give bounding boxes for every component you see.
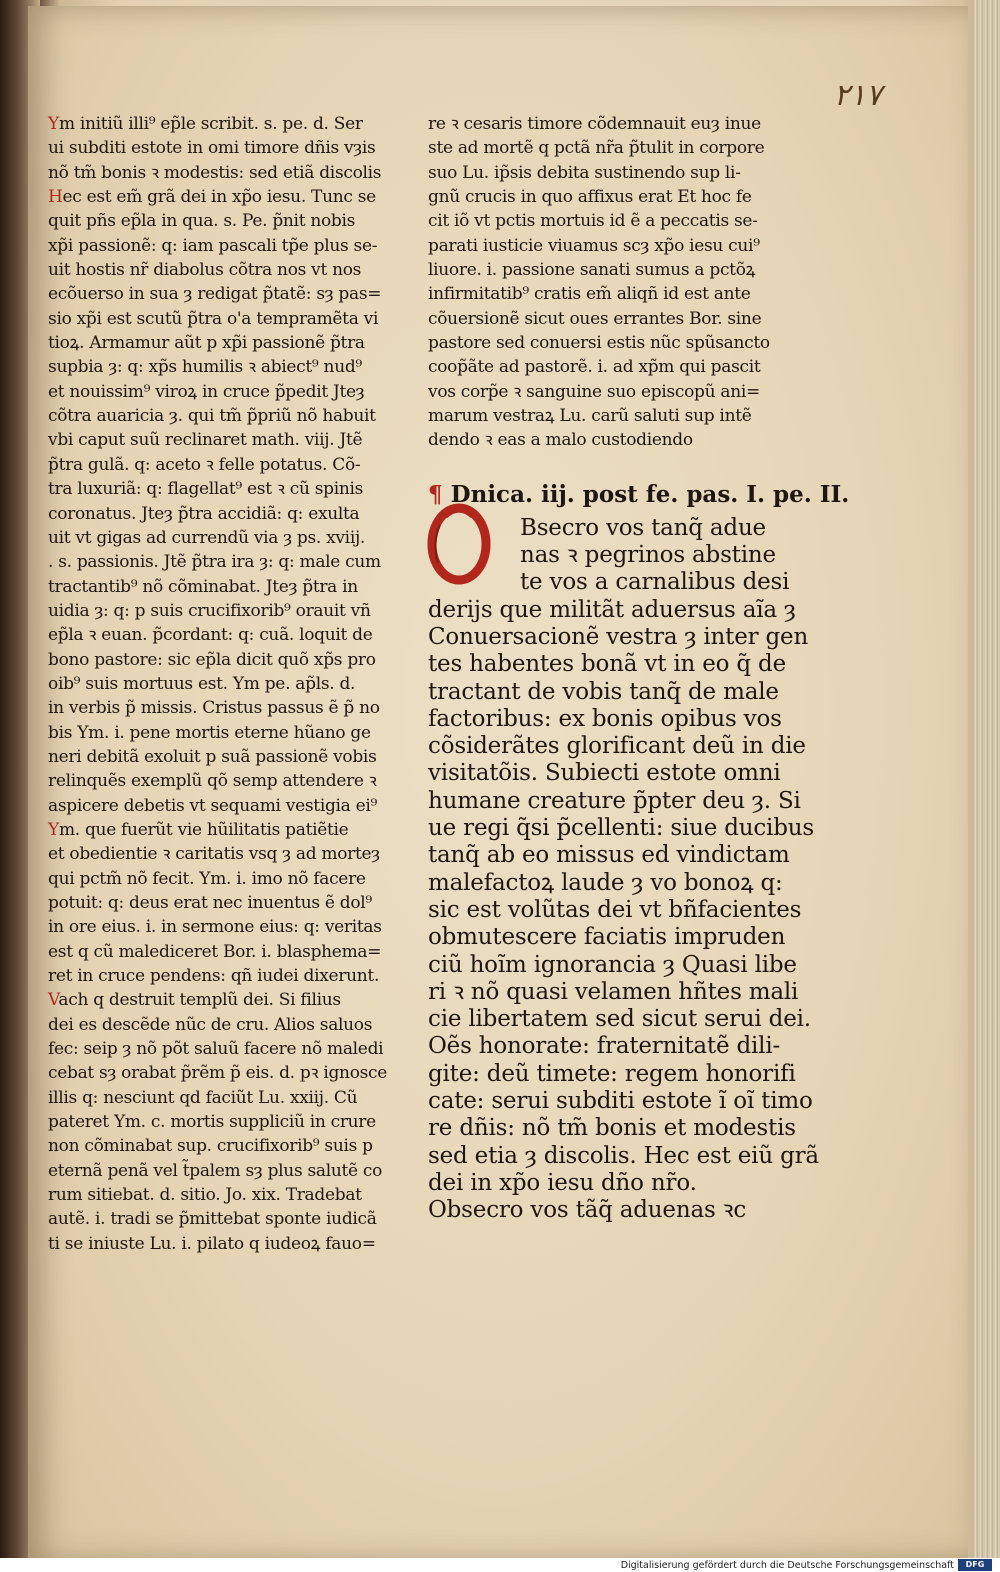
rubric-capital: d (428, 430, 439, 451)
text-line: Bsecro vos tanq̃ adue (520, 514, 766, 541)
text-line: tioꝝ. Armamur aũt p xp̃i passionẽ p̃tra (48, 333, 365, 354)
text-line: te vos a carnalibus desi (520, 569, 790, 596)
rubric-capital: t (520, 569, 530, 596)
text-line: relinquẽs exemplũ qõ semp attendere ꝛ (48, 771, 377, 792)
right-column-top-text (428, 112, 800, 453)
text-line: humane creature p̃pter deu ȝ. Si (428, 787, 801, 814)
text-line: non cõminabat sup. crucifixorib⁹ suis p (48, 1136, 373, 1157)
rubric-capital: h (428, 787, 443, 814)
rubric-capital: V (48, 990, 59, 1011)
text-line: et nouissim⁹ viroꝝ in cruce p̃pedit Jteȝ (48, 381, 365, 402)
text-line: ti se iniuste Lu. i. pilato q iudeoꝝ fauo= (48, 1233, 376, 1254)
text-line: uit vt gigas ad currendũ via ȝ ps. xviij. (48, 527, 366, 548)
rubric-capital: c (48, 503, 58, 524)
rubric-capital: c (428, 951, 441, 978)
text-line: tanq̃ ab eo missus ed vindictam (428, 842, 790, 869)
text-line: rum sitiebat. d. sitio. Jo. xix. Tradebat (48, 1185, 362, 1206)
rubric-capital: p (428, 333, 439, 354)
rubric-capital: v (428, 760, 441, 787)
rubric-capital: a (48, 1209, 58, 1230)
text-line: in ore eius. i. in sermone eius: q: veritas (48, 917, 382, 938)
text-line: p̃tra gulã. q: aceto ꝛ felle potatus. Cõ- (48, 454, 361, 475)
rubric-capital: e (48, 1160, 58, 1181)
rubric-capital: i (48, 1087, 54, 1108)
text-line: sed etia ȝ discolis. Hec est eiũ grã (428, 1142, 819, 1169)
rubric-capital: a (48, 795, 58, 816)
text-line: bis Ym. i. pene mortis eterne hũano ge (48, 722, 371, 743)
rubric-capital: t (48, 1233, 55, 1254)
rubric-capital: H (48, 187, 63, 208)
text-line: fec: seip ȝ nõ põt saluũ facere nõ maledi (48, 1039, 384, 1060)
rubric-capital: . (48, 552, 54, 573)
text-line: ri ꝛ nõ quasi velamen hñtes mali (428, 978, 799, 1005)
text-line: . s. passionis. Jtẽ p̃tra ira ȝ: q: male cum (48, 552, 381, 573)
rubric-capital: i (48, 698, 54, 719)
rubric-capital: g (428, 187, 439, 208)
text-line: illis q: nesciunt qd faciũt Lu. xxiij. Cũ (48, 1087, 358, 1108)
rubric-capital: d (428, 596, 443, 623)
rubric-capital: t (48, 479, 55, 500)
right-column-body-text (428, 514, 819, 1225)
text-line: ui subditi estote in omi timore dñis vȝis (48, 138, 376, 159)
rubric-capital: f (428, 705, 437, 732)
rubric-capital: u (428, 815, 443, 842)
text-line: dei in xp̃o iesu dño nr̃o. (428, 1169, 697, 1196)
rubric-capital: d (428, 1169, 443, 1196)
text-line: ste ad mortẽ q pctã nr̃a p̃tulit in corpore (428, 138, 765, 159)
text-line: cõtra auaricia ȝ. qui tm̃ p̃priũ nõ habuit (48, 406, 376, 427)
text-line: ue regi q̃si p̃cellenti: siue ducibus (428, 815, 814, 842)
text-line: liuore. i. passione sanati sumus a pctõꝝ (428, 260, 756, 281)
text-line: Obsecro vos tãq̃ aduenas ꝛc (428, 1197, 747, 1224)
rubric-capital: t (428, 678, 438, 705)
rubric-capital: n (48, 1136, 59, 1157)
rubric-capital: r (428, 114, 436, 134)
text-line: dei es descẽde nũc de cru. Alios saluos (48, 1014, 373, 1035)
text-line: dendo ꝛ eas a malo custodiendo (428, 430, 693, 451)
text-line: neri debitã exoluit p suã passionẽ vobis (48, 746, 377, 767)
rubric-capital: c (48, 406, 58, 427)
text-line: Conuersacionẽ vestra ȝ inter gen (428, 624, 809, 650)
text-line: ep̃la ꝛ euan. p̃cordant: q: cuã. loquit de (48, 625, 373, 646)
text-line: tractant de vobis tanq̃ de male (428, 678, 779, 705)
rubric-capital: r (428, 978, 439, 1005)
text-line: supbia ȝ: q: xp̃s humilis ꝛ abiect⁹ nud⁹ (48, 357, 362, 378)
text-line: Vach q destruit templũ dei. Si filius (48, 990, 341, 1011)
text-line: oib⁹ suis mortuus est. Ym pe. ap̃ls. d. (48, 673, 356, 694)
text-line: malefactoꝝ laude ȝ vo bonoꝝ q: (428, 869, 783, 896)
text-line: Hec est em̃ grã dei in xp̃o iesu. Tunc se (48, 187, 376, 208)
rubric-capital: t (428, 842, 438, 869)
text-line: cie libertatem sed sicut serui dei. (428, 1006, 811, 1033)
text-line: nõ tm̃ bonis ꝛ modestis: sed etiã discolis (48, 162, 382, 183)
rubric-capital: b (48, 649, 59, 670)
text-line: coop̃ãte ad pastorẽ. i. ad xp̃m qui pascit (428, 357, 761, 378)
text-line: aspicere debetis vt sequami vestigia ei⁹ (48, 795, 378, 816)
rubric-capital: m (428, 406, 444, 427)
text-line: Ym. que fuerũt vie hũilitatis patiẽtie (48, 819, 349, 840)
rubric-capital: c (428, 1006, 441, 1033)
text-line: xp̃i passionẽ: q: iam pascali tp̃e plus se- (48, 235, 378, 256)
text-line: tes habentes bonã vt in eo q̃ de (428, 651, 786, 678)
rubric-capital: e (48, 844, 58, 865)
text-line: ret in cruce pendens: qñ iudei dixerunt. (48, 966, 380, 987)
decorated-initial (426, 503, 492, 585)
pilcrow-icon: ¶ (428, 480, 443, 508)
page-stack-edge (974, 0, 1000, 1572)
rubric-capital: r (48, 771, 56, 792)
rubric-capital: u (48, 260, 59, 281)
left-text-column (48, 112, 406, 1256)
rubric-capital: i (428, 284, 434, 305)
text-line: derijs que militãt aduersus aĩa ȝ (428, 596, 796, 623)
text-line: pateret Ym. c. mortis suppliciũ in crure (48, 1112, 376, 1133)
rubric-capital: b (48, 722, 59, 743)
rubric-capital: v (428, 381, 438, 402)
text-line: infirmitatib⁹ cratis em̃ aliqñ id est ante (428, 284, 751, 305)
rubric-capital: u (48, 527, 59, 548)
text-line: cebat sȝ orabat p̃rẽm p̃ eis. d. pꝛ ignosce (48, 1063, 388, 1084)
rubric-capital: c (428, 308, 438, 329)
text-line: pastore sed conuersi estis nũc spũsancto (428, 333, 770, 354)
text-line: sic est volũtas dei vt bñfacientes (428, 896, 802, 923)
rubric-capital: f (48, 1039, 54, 1060)
rubric-capital: s (428, 138, 437, 159)
rubric-capital: r (48, 1185, 56, 1206)
rubric-capital: c (428, 1088, 441, 1115)
rubric-capital: g (428, 1060, 443, 1087)
rubric-capital: q (48, 868, 59, 889)
folio-number: ۲۱۷ (833, 78, 882, 113)
text-line: suo Lu. ip̃sis debita sustinendo sup li- (428, 162, 741, 183)
rubric-capital: O (428, 1033, 447, 1060)
text-line: obmutescere faciatis impruden (428, 924, 786, 951)
text-line: parati iusticie viuamus scȝ xp̃o iesu cui⁹ (428, 235, 760, 256)
text-line: est q cũ malediceret Bor. i. blasphema= (48, 941, 382, 962)
rubric-capital: t (48, 576, 55, 597)
rubric-capital: s (48, 357, 57, 378)
dfg-logo: DFG (958, 1559, 992, 1571)
rubric-capital: p (428, 235, 439, 256)
rubric-capital: r (428, 1115, 439, 1142)
rubric-capital: x (48, 235, 58, 256)
rubric-capital: p (48, 454, 59, 475)
rubric-capital: d (48, 1014, 59, 1035)
text-line: visitatõis. Subiecti estote omni (428, 760, 781, 787)
text-line: qui pctm̃ nõ fecit. Ym. i. imo nõ facere (48, 868, 366, 889)
text-line: ciũ hoĩm ignorancia ȝ Quasi libe (428, 951, 797, 978)
rubric-capital: i (48, 917, 54, 938)
rubric-capital: q (48, 211, 59, 232)
text-line: cõuersionẽ sicut oues errantes Bor. sine (428, 308, 762, 329)
rubric-capital: Y (48, 819, 59, 840)
text-line: tra luxuriã: q: flagellat⁹ est ꝛ cũ spinis (48, 479, 364, 500)
rubric-capital: u (48, 600, 59, 621)
rubric-capital: s (48, 308, 57, 329)
rubric-capital: l (428, 260, 434, 281)
rubric-capital: c (48, 1063, 58, 1084)
rubric-capital: v (48, 430, 58, 451)
text-line: nas ꝛ pegrinos abstine (520, 542, 776, 569)
text-line: uit hostis nr̃ diabolus cõtra nos vt nos (48, 260, 362, 281)
text-line: uidia ȝ: q: p suis crucifixorib⁹ orauit vñ (48, 600, 371, 621)
rubric-capital: e (48, 284, 58, 305)
rubric-capital: c (428, 211, 438, 232)
text-line: vos corp̃e ꝛ sanguine suo episcopũ ani= (428, 381, 760, 402)
text-line: in verbis p̃ missis. Cristus passus ẽ p̃ no (48, 698, 380, 719)
rubric-capital: p (48, 1112, 59, 1133)
text-line: coronatus. Jteȝ p̃tra accidiã: q: exulta (48, 503, 360, 524)
text-line: ecõuerso in sua ȝ redigat p̃tatẽ: sȝ pas= (48, 284, 382, 305)
rubric-capital: e (48, 941, 58, 962)
text-line: Oẽs honorate: fraternitatẽ dili- (428, 1033, 781, 1060)
text-line: sio xp̃i est scutũ p̃tra o'a tempramẽta vi (48, 308, 379, 329)
rubric-capital: n (520, 542, 535, 569)
rubric-capital: p (48, 893, 59, 913)
text-line: gnũ crucis in quo affixus erat Et hoc fe (428, 187, 752, 208)
text-line: bono pastore: sic ep̃la dicit quõ xp̃s pro (48, 649, 376, 670)
rubric-capital: s (428, 1142, 440, 1169)
text-line: cate: serui subditi estote ĩ oĩ timo (428, 1088, 813, 1115)
rubric-capital: c (428, 733, 441, 760)
text-line: re dñis: nõ tm̃ bonis et modestis (428, 1115, 796, 1142)
text-line: tractantib⁹ nõ cõminabat. Jteȝ p̃tra in (48, 576, 358, 597)
digitization-credit: Digitalisierung gefördert durch die Deutsche Forschungsgemeinschaft (620, 1560, 954, 1571)
rubric-capital: c (428, 357, 438, 378)
rubric-capital: e (48, 381, 58, 402)
rubric-capital: t (48, 333, 55, 354)
rubric-capital: B (520, 514, 537, 541)
rubric-capital: e (48, 625, 58, 646)
rubric-capital: r (48, 966, 56, 987)
right-text-column (428, 112, 850, 1225)
rubric-capital: s (428, 896, 440, 923)
text-line: factoribus: ex bonis opibus vos (428, 705, 782, 732)
text-line: vbi caput suũ reclinaret math. viij. Jtẽ (48, 430, 363, 451)
rubric-capital: u (48, 138, 59, 159)
text-line: re ꝛ cesaris timore cõdemnauit euȝ inue (428, 114, 761, 134)
rubric-capital: n (48, 746, 59, 767)
rubric-capital: o (48, 673, 58, 694)
rubric-capital: C (428, 624, 446, 650)
text-line: quit pñs ep̃la in qua. s. Pe. p̃nit nobis (48, 211, 356, 232)
text-line: marum vestraꝝ Lu. carũ saluti sup intẽ (428, 406, 752, 427)
rubric-capital: m (428, 869, 450, 896)
text-line: autẽ. i. tradi se p̃mittebat sponte iudicã (48, 1209, 377, 1230)
rubric-capital: n (48, 162, 59, 183)
text-line: et obedientie ꝛ caritatis vsq ȝ ad morteȝ (48, 844, 380, 865)
text-line: cõsiderãtes glorificant deũ in die (428, 733, 806, 760)
text-line: gite: deũ timete: regem honorifi (428, 1060, 796, 1087)
text-line: eternã penã vel t̃palem sȝ plus salutẽ co (48, 1160, 383, 1181)
rubric-capital: O (428, 1197, 447, 1224)
text-line: potuit: q: deus erat nec inuentus ẽ dol⁹ (48, 893, 372, 913)
rubric-capital: Y (48, 114, 59, 134)
section-heading: ¶ Dnica. iij. post fe. pas. I. pe. II. (428, 480, 850, 508)
rubric-capital: s (428, 162, 437, 183)
text-line: Ym initiũ illi⁹ ep̃le scribit. s. pe. d. Ser (48, 114, 363, 134)
rubric-capital: o (428, 924, 442, 951)
rubric-capital: t (428, 651, 438, 678)
text-line: cit iõ vt pctis mortuis id ẽ a peccatis se- (428, 211, 758, 232)
